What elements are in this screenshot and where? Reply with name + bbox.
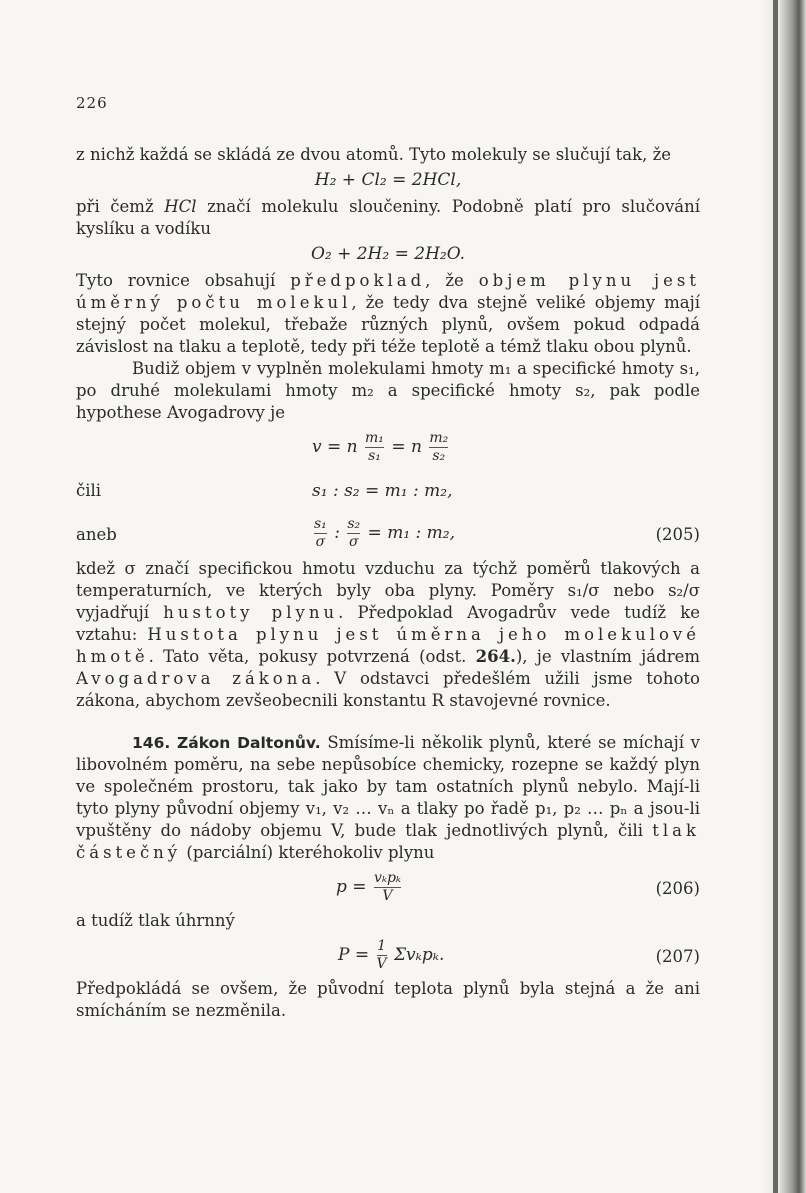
page-number: 226: [76, 94, 108, 112]
page-body: [76, 92, 700, 1022]
equation-206: p = $\frac{\text{vₖpₖ}}{V}$ (206): [336, 870, 700, 904]
paragraph-3: Tyto rovnice obsahují předpoklad, že objem plynu jest úměrný počtu molekul, že tedy dva stejně veliké objemy mají stejný počet molekul, třebaže různých plynů, ovšem pokud odpadá závislost na tlaku a teplotě, tedy při téže teplotě a témž tlaku obou plynů.: [76, 271, 700, 356]
equation-ratio: čili s₁ : s₂ = m₁ : m₂,: [76, 481, 453, 501]
paragraph-1: z nichž každá se skládá ze dvou atomů. Tyto molekuly se slučují tak, že: [76, 145, 672, 164]
paragraph-5: kdež σ značí specifickou hmotu vzduchu za týchž poměrů tlakových a temperaturních, ve kterých byly oba plyny. Poměry s₁/σ nebo s₂/σ vyjadřují hustoty plynu. Předpoklad Avogadrův vede tudíž ke vztahu: Hustota plynu jest úměrna jeho molekulové hmotě. Tato věta, pokusy potvrzená (odst. 264.), je vlastním jádrem Avogadrova zákona. V odstavci předešlém užili jsme tohoto zákona, abychom zevšeobecnili konstantu R stavojevné rovnice.: [76, 559, 700, 710]
equation-avogadro: v = n $\frac{\text{m₁}}{\text{s₁}}$ = n $\frac{\text{m₂}}{\text{s₂}}$: [312, 430, 449, 464]
aneb-label: aneb: [76, 525, 117, 544]
section-146: 146. Zákon Daltonův. Smísíme-li několik plynů, které se míchají v libovolném poměru, na sebe nepůsobíce chemicky, rozepne se každý plyn ve společném prostoru, tak jako by tam ostatních plynů nebylo. Mají-li tyto plyny původní objemy v₁, v₂ … vₙ a tlaky po řadě p₁, p₂ … pₙ a jsou-li vpuštěny do nádoby objemu V, bude tlak jednotlivých plynů, čili tlak částečný (parciální) kteréhokoliv plynu: [76, 733, 700, 862]
section-heading: 146. Zákon Daltonův.: [132, 734, 321, 752]
paragraph-4: Budiž objem v vyplněn molekulami hmoty m₁ a specifické hmoty s₁, po druhé molekulami hmoty m₂ a specifické hmoty s₂, pak podle hypothese Avogadrovy je: [76, 359, 700, 422]
cili-label: čili: [76, 481, 102, 500]
equation-hcl: H₂ + Cl₂ = 2HCl,: [314, 170, 462, 190]
paragraph-7: Předpokládá se ovšem, že původní teplota plynů byla stejná a že ani smícháním se nezměnila.: [76, 979, 700, 1020]
equation-water: O₂ + 2H₂ = 2H₂O.: [310, 244, 466, 264]
equation-number-207: (207): [655, 947, 700, 966]
equation-number-205: (205): [655, 525, 700, 544]
tudiz-label: a tudíž tlak úhrnný: [76, 911, 235, 930]
equation-205: aneb $\frac{\text{s₁}}{\sigma}$ : $\frac{\text{s₂}}{\sigma}$ = m₁ : m₂, (205): [76, 516, 700, 550]
binding-shadow: [773, 0, 778, 1193]
page-edge: [760, 0, 806, 1193]
equation-number-206: (206): [655, 879, 700, 898]
paragraph-2: při čemž HCl značí molekulu sloučeniny. Podobně platí pro slučování kyslíku a vodíku: [76, 197, 701, 238]
equation-207: P = $\frac{1}{V}$ Σvₖpₖ. (207): [338, 938, 700, 972]
